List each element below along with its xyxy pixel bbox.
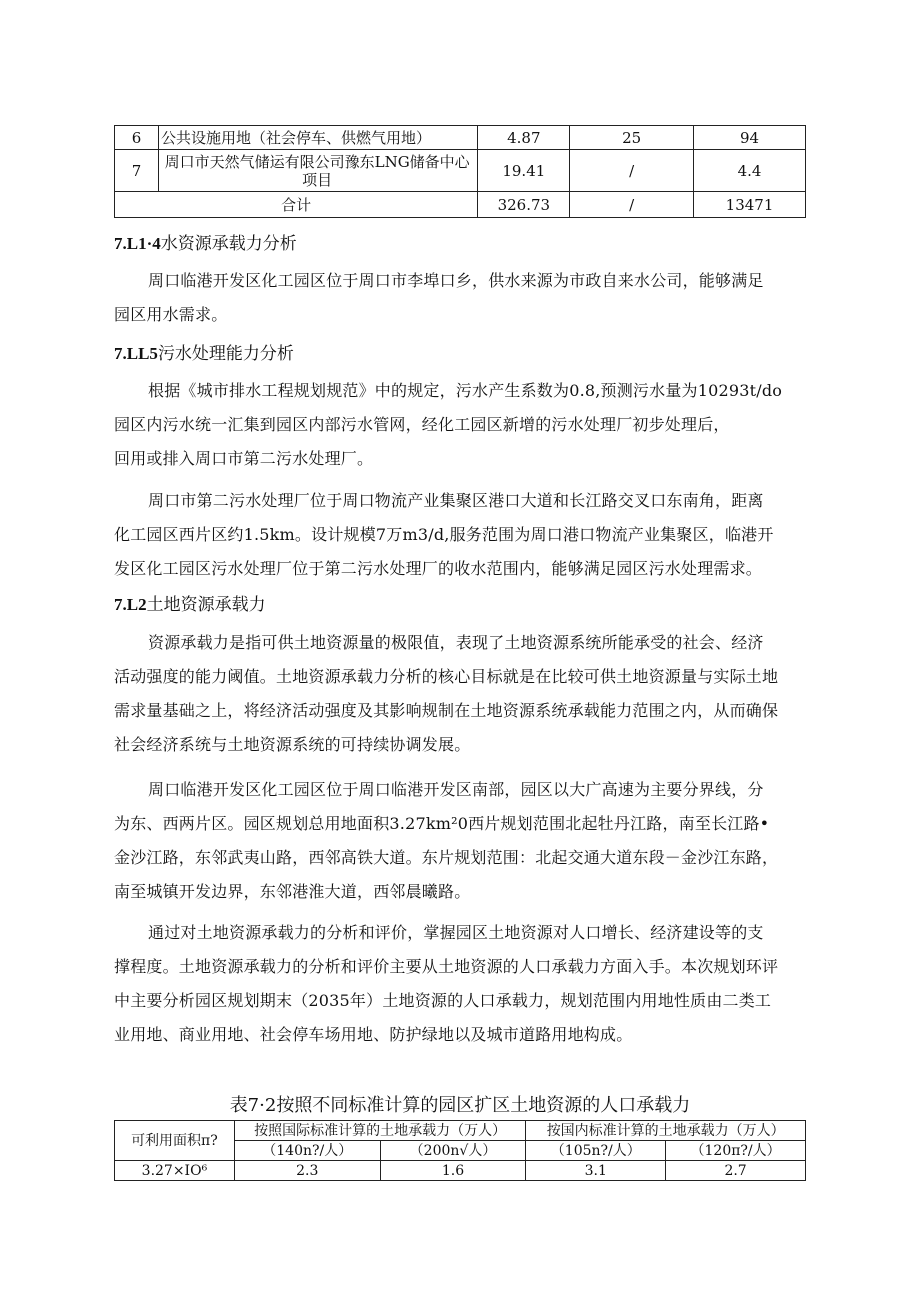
text-line: 活动强度的能力阈值。土地资源承载力分析的核心目标就是在比较可供土地资源量与实际土地 [114,667,779,686]
text-line: 业用地、商业用地、社会停车场用地、防护绿地以及城市道路用地构成。 [114,1025,633,1044]
row-number: 7 [115,150,159,192]
land-use-table [114,125,806,218]
paragraph-land-3 [114,916,804,1052]
subheader-cell: （120π?/人） [666,1141,806,1161]
text-line: 发区化工园区污水处理厂位于第二污水处理厂的收水范围内，能够满足园区污水处理需求。 [114,559,763,578]
paragraph-land-1 [114,626,804,762]
table-caption: 表7·2按照不同标准计算的园区扩区土地资源的人口承载力 [229,1095,691,1116]
section-number: 7.L2 [114,595,147,614]
text-line: 中主要分析园区规划期末（2035年）土地资源的人口承载力，规划范围内用地性质由二类工 [114,991,772,1010]
total-column-4: / [570,192,694,218]
text-line: 化工园区西片区约1.5km。设计规模7万m3/d,服务范围为周口港口物流产业集聚区，临港开 [114,525,774,544]
section-heading-water-resource [114,232,297,256]
subheader-cell: （140n?/人） [234,1141,380,1161]
paragraph-sewage-2 [114,484,804,586]
header-area: 可利用面积π? [115,1121,235,1161]
table-total-row [115,192,806,218]
land-use-name-line: 项目 [302,170,333,189]
table-row [115,126,806,150]
area-value: 19.41 [478,150,570,192]
text-line: 园区内污水统一汇集到园区内部污水管网，经化工园区新增的污水处理厂初步处理后， [114,415,730,434]
land-use-name: 公共设施用地（社会停车、供燃气用地） [158,126,477,150]
column-5-value: 94 [694,126,806,150]
text-line: 撑程度。土地资源承载力的分析和评价主要从土地资源的人口承载力方面入手。本次规划环评 [114,957,779,976]
total-area: 326.73 [478,192,570,218]
table-header-row [115,1121,806,1141]
section-title: 土地资源承载力 [146,595,266,615]
text-line: 社会经济系统与土地资源系统的可持续协调发展。 [114,735,471,754]
section-title: 水资源承载力分析 [160,234,297,254]
table-row [115,1161,806,1181]
paragraph-land-2 [114,773,804,909]
text-line: 为东、西两片区。园区规划总用地面积3.27km²0西片规划范围北起牡丹江路，南至长江路• [114,814,770,833]
section-number: 7.LL5 [114,344,158,363]
capacity-value: 3.1 [526,1161,666,1181]
paragraph-water-resource [114,264,804,332]
column-4-value: 25 [570,126,694,150]
population-capacity-table [114,1120,806,1181]
paragraph-sewage-1 [114,374,804,476]
table-row [115,150,806,192]
subheader-cell: （200n√人） [380,1141,526,1161]
capacity-value: 1.6 [380,1161,526,1181]
column-4-value: / [570,150,694,192]
section-title: 污水处理能力分析 [157,344,294,364]
capacity-value: 2.7 [666,1161,806,1181]
total-column-5: 13471 [694,192,806,218]
land-use-name-line: 周口市天然气储运有限公司豫东LNG储备中心 [164,152,470,171]
header-domestic-standard: 按国内标准计算的土地承载力（万人） [526,1121,806,1141]
text-line: 周口市第二污水处理厂位于周口物流产业集聚区港口大道和长江路交叉口东南角，距离 [148,491,764,510]
text-line: 需求量基础之上，将经济活动强度及其影响规制在土地资源系统承载能力范围之内，从而确保 [114,701,779,720]
text-line: 根据《城市排水工程规划规范》中的规定，污水产生系数为0.8,预测污水量为10293t/do [148,381,783,400]
section-heading-land-resource [114,593,266,617]
header-international-standard: 按照国际标准计算的土地承载力（万人） [234,1121,526,1141]
subheader-cell: （105n?/人） [526,1141,666,1161]
text-line: 回用或排入周口市第二污水处理厂。 [114,449,374,468]
text-line: 南至城镇开发边界，东邻港淮大道，西邻晨曦路。 [114,882,471,901]
capacity-value: 2.3 [234,1161,380,1181]
section-number: 7.L1·4 [114,234,161,253]
text-line: 资源承载力是指可供土地资源量的极限值，表现了土地资源系统所能承受的社会、经济 [148,633,764,652]
row-number: 6 [115,126,159,150]
text-line: 周口临港开发区化工园区位于周口临港开发区南部，园区以大广高速为主要分界线，分 [148,780,764,799]
area-value: 4.87 [478,126,570,150]
column-5-value: 4.4 [694,150,806,192]
text-line: 周口临港开发区化工园区位于周口市李埠口乡，供水来源为市政自来水公司，能够满足 [148,271,764,290]
area-value: 3.27×IO⁶ [115,1161,235,1181]
text-line: 金沙江路，东邻武夷山路，西邻高铁大道。东片规划范围：北起交通大道东段－金沙江东路， [114,848,779,867]
land-use-name [158,150,477,192]
text-line: 通过对土地资源承载力的分析和评价，掌握园区土地资源对人口增长、经济建设等的支 [148,923,764,942]
total-label: 合计 [115,192,478,218]
text-line: 园区用水需求。 [114,305,228,324]
section-heading-sewage [114,342,294,366]
